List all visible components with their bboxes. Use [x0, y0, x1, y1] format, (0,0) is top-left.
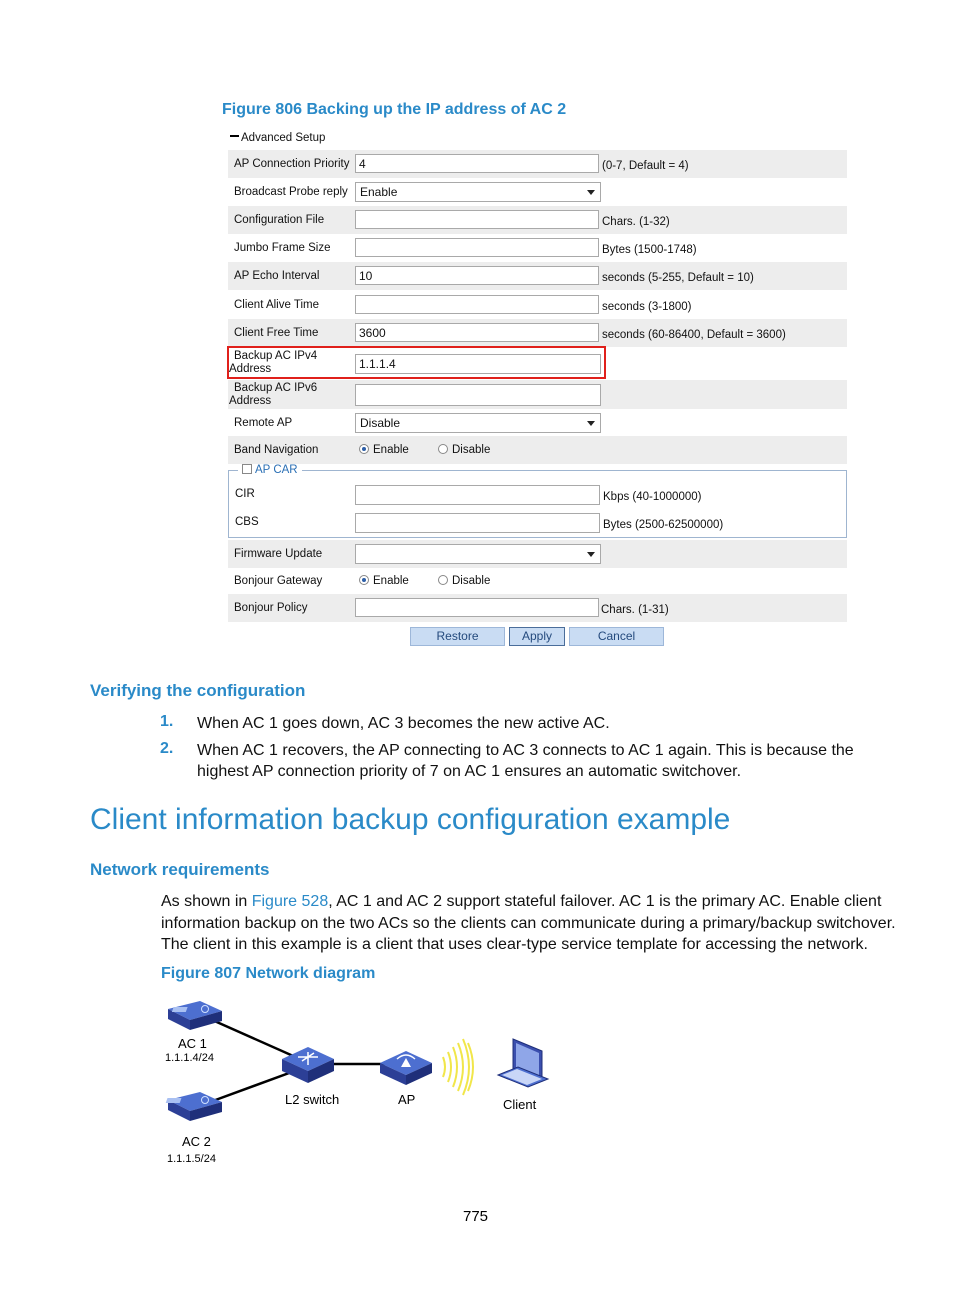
collapse-icon [230, 135, 239, 137]
field-label: Client Free Time [234, 327, 319, 339]
row-ap-connection-priority [228, 150, 847, 178]
ap-echo-interval-input[interactable]: 10 [355, 266, 599, 285]
field-label: AP Echo Interval [234, 270, 320, 282]
radio-unchecked-icon [438, 444, 448, 454]
field-hint: Bytes (1500-1748) [602, 244, 697, 256]
cancel-button[interactable]: Cancel [569, 627, 664, 646]
select-value: Disable [360, 416, 401, 430]
ac2-ip: 1.1.1.5/24 [167, 1153, 216, 1165]
backup-ac-ipv6-input[interactable] [355, 384, 601, 406]
radio-label: Enable [373, 444, 409, 456]
list-item-text: When AC 1 goes down, AC 3 becomes the new active AC. [197, 715, 610, 732]
radio-label: Enable [373, 575, 409, 587]
label-line-1: Backup AC IPv4 [234, 350, 318, 362]
broadcast-probe-reply-select[interactable] [355, 182, 601, 202]
field-label: CIR [235, 488, 255, 500]
network-requirements-heading: Network requirements [90, 860, 270, 879]
select-value: Enable [360, 185, 398, 199]
client-laptop-icon [498, 1039, 548, 1087]
field-label: CBS [235, 516, 259, 528]
ac1-ip: 1.1.1.4/24 [165, 1052, 214, 1064]
row-jumbo-frame-size [228, 234, 847, 262]
backup-ac-ipv4-input[interactable]: 1.1.1.4 [355, 354, 601, 374]
configuration-file-input[interactable] [355, 210, 599, 229]
field-label: Firmware Update [234, 548, 323, 560]
field-label: Jumbo Frame Size [234, 242, 331, 254]
ac2-icon [166, 1092, 222, 1121]
field-label: Bonjour Policy [234, 602, 308, 614]
paragraph-line-1 [161, 891, 881, 912]
firmware-update-select[interactable] [355, 544, 601, 564]
field-label: AP Connection Priority [234, 158, 350, 170]
apply-button[interactable]: Apply [509, 627, 565, 646]
network-diagram [150, 995, 570, 1175]
row-broadcast-probe-reply [228, 178, 847, 206]
row-bonjour-gateway [228, 567, 847, 595]
ap-car-label: AP CAR [255, 464, 298, 476]
label-line-2: Address [229, 363, 272, 375]
row-backup-ac-ipv6 [228, 380, 847, 409]
paragraph-line-3: The client in this example is a client that uses clear-type service template for accessing the network. [161, 936, 868, 953]
field-hint: seconds (3-1800) [602, 301, 692, 313]
ac2-name: AC 2 [182, 1134, 211, 1149]
row-cbs [229, 509, 846, 537]
row-client-free-time [228, 319, 847, 347]
advanced-setup-panel [228, 130, 848, 650]
ap-icon [380, 1051, 432, 1085]
row-cir [229, 481, 846, 509]
client-free-time-input[interactable]: 3600 [355, 323, 599, 342]
field-label: Client Alive Time [234, 299, 320, 311]
verifying-heading: Verifying the configuration [90, 681, 306, 700]
switch-label: L2 switch [285, 1092, 340, 1107]
field-hint: Chars. (1-31) [601, 604, 669, 616]
row-band-navigation [228, 436, 847, 464]
paragraph-line-2: information backup on the two ACs so the clients can communicate during a primary/backup switchover. [161, 915, 896, 932]
row-client-alive-time [228, 291, 847, 319]
text: As shown in [161, 893, 252, 910]
advanced-setup-toggle[interactable] [230, 132, 325, 144]
figure-806-caption: Figure 806 Backing up the IP address of AC 2 [222, 101, 567, 118]
remote-ap-select[interactable] [355, 413, 601, 433]
band-navigation-disable-radio[interactable] [438, 444, 490, 456]
row-ap-echo-interval [228, 262, 847, 290]
client-alive-time-input[interactable] [355, 295, 599, 314]
figure-807-caption: Figure 807 Network diagram [161, 965, 376, 982]
label-line-2: Address [229, 395, 272, 407]
list-item-text-line-2: highest AP connection priority of 7 on AC 1 ensures an automatic switchover. [197, 763, 742, 780]
row-configuration-file [228, 206, 847, 234]
field-label: Configuration File [234, 214, 325, 226]
ap-label: AP [398, 1092, 416, 1107]
jumbo-frame-size-input[interactable] [355, 238, 599, 257]
field-hint: Kbps (40-1000000) [603, 491, 702, 503]
highlight-box [227, 346, 606, 379]
radio-checked-icon [359, 444, 369, 454]
field-hint: Bytes (2500-62500000) [603, 519, 724, 531]
ap-car-legend [238, 464, 302, 476]
list-number: 1. [160, 713, 174, 730]
dropdown-arrow-icon [587, 552, 595, 557]
client-label: Client [503, 1097, 537, 1112]
dropdown-arrow-icon [587, 190, 595, 195]
bonjour-gateway-enable-radio[interactable] [359, 575, 409, 587]
wireless-signal-icon [443, 1039, 473, 1095]
advanced-setup-label: Advanced Setup [241, 132, 326, 144]
link-ac1-switch [210, 1019, 300, 1059]
label-line-1: Backup AC IPv6 [234, 382, 318, 394]
ac1-icon [168, 1001, 222, 1030]
cir-input[interactable] [355, 485, 600, 505]
field-hint: (0-7, Default = 4) [602, 160, 689, 172]
l2-switch-icon [282, 1047, 334, 1083]
bonjour-policy-input[interactable] [355, 598, 599, 617]
dropdown-arrow-icon [587, 421, 595, 426]
field-label: Band Navigation [234, 444, 319, 456]
text: , AC 1 and AC 2 support stateful failover. AC 1 is the primary AC. Enable client [328, 893, 882, 910]
list-item-text-line-1: When AC 1 recovers, the AP connecting to AC 3 connects to AC 1 again. This is because the [197, 742, 854, 759]
field-hint: seconds (60-86400, Default = 3600) [602, 329, 786, 341]
list-number: 2. [160, 740, 174, 757]
radio-label: Disable [452, 444, 491, 456]
bonjour-gateway-disable-radio[interactable] [438, 575, 490, 587]
field-hint: Chars. (1-32) [602, 216, 670, 228]
field-label [229, 382, 334, 408]
radio-label: Disable [452, 575, 491, 587]
field-label: Bonjour Gateway [234, 575, 323, 587]
field-hint: seconds (5-255, Default = 10) [602, 272, 754, 284]
cbs-input[interactable] [355, 513, 600, 533]
figure-528-link[interactable]: Figure 528 [251, 893, 329, 910]
ac1-name: AC 1 [178, 1036, 207, 1051]
row-bonjour-policy [228, 594, 847, 622]
radio-checked-icon [359, 575, 369, 585]
row-remote-ap [228, 409, 847, 437]
page-number: 775 [463, 1208, 489, 1225]
restore-button[interactable]: Restore [410, 627, 505, 646]
row-firmware-update [228, 540, 847, 568]
field-label: Remote AP [234, 417, 293, 429]
field-label: Broadcast Probe reply [234, 186, 348, 198]
radio-unchecked-icon [438, 575, 448, 585]
band-navigation-enable-radio[interactable] [359, 444, 409, 456]
ap-car-checkbox[interactable] [242, 464, 252, 474]
ap-connection-priority-input[interactable]: 4 [355, 154, 599, 173]
section-title: Client information backup configuration example [90, 803, 731, 836]
